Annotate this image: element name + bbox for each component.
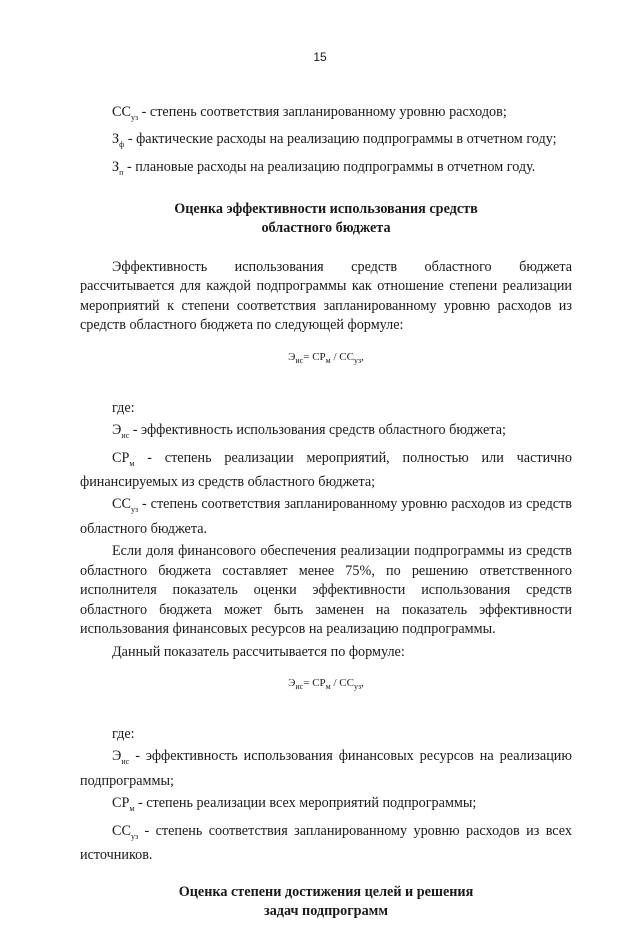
- definition-z-p: $З_п$ - плановые расходы на реализацию подпрограммы в отчетном году.: [112, 158, 536, 177]
- formula-intro: Данный показатель рассчитывается по формуле:: [112, 643, 405, 660]
- formula-efficiency: $Э_{ис}= СР_м / СС_{уз}$,: [288, 350, 364, 366]
- document-body: [80, 103, 572, 941]
- intro-paragraph: Эффективность использования средств областного бюджета рассчитывается для каждой подпрограммы как отношение степени реализации мероприятий к степени соответствия запланированному уровню расходов из средств областного бюджета по следующей формуле:: [80, 258, 572, 334]
- definition-e-is-2: $Э_{ис}$ - эффективность использования финансовых ресурсов на реализацию подпрограммы;: [80, 748, 572, 789]
- section-heading-goals: Оценка степени достижения целей и решения задач подпрограмм: [178, 884, 474, 920]
- page-number: 15: [313, 50, 327, 64]
- where-label-2: где:: [112, 725, 135, 742]
- definition-sr-m-2: $СР_м$ - степень реализации всех мероприятий подпрограммы;: [112, 795, 477, 813]
- definition-ss-uz: $СС_{уз}$ - степень соответствия запланированному уровню расходов;: [112, 104, 507, 122]
- section-heading-budget-efficiency: Оценка эффективности использования средств областного бюджета: [174, 200, 478, 236]
- definition-sr-m: $СР_м$ - степень реализации мероприятий, полностью или частично финансируемых из средств областного бюджета;: [80, 449, 572, 490]
- where-label: где:: [112, 399, 135, 416]
- definition-z-f: $З_ф$ - фактические расходы на реализацию подпрограммы в отчетном году;: [112, 131, 557, 150]
- share-paragraph: Если доля финансового обеспечения реализации подпрограммы из средств областного бюджета составляет менее 75%, по решению ответственного исполнителя показатель оценки эффективности использования средств областного бюджета может быть заменен на показатель эффективности использования финансовых ресурсов на реализацию подпрограммы.: [80, 543, 572, 638]
- definition-e-is: $Э_{ис}$ - эффективность использования средств областного бюджета;: [112, 422, 506, 440]
- formula-financial-efficiency: $Э_{ис}= СР_м / СС_{уз}$,: [288, 677, 364, 692]
- definition-ss-uz-2: $СС_{уз}$ - степень соответствия запланированному уровню расходов из всех источников.: [80, 822, 572, 863]
- definition-ss-uz-budget: $СС_{уз}$ - степень соответствия запланированному уровню расходов из средств областного бюджета.: [80, 496, 572, 537]
